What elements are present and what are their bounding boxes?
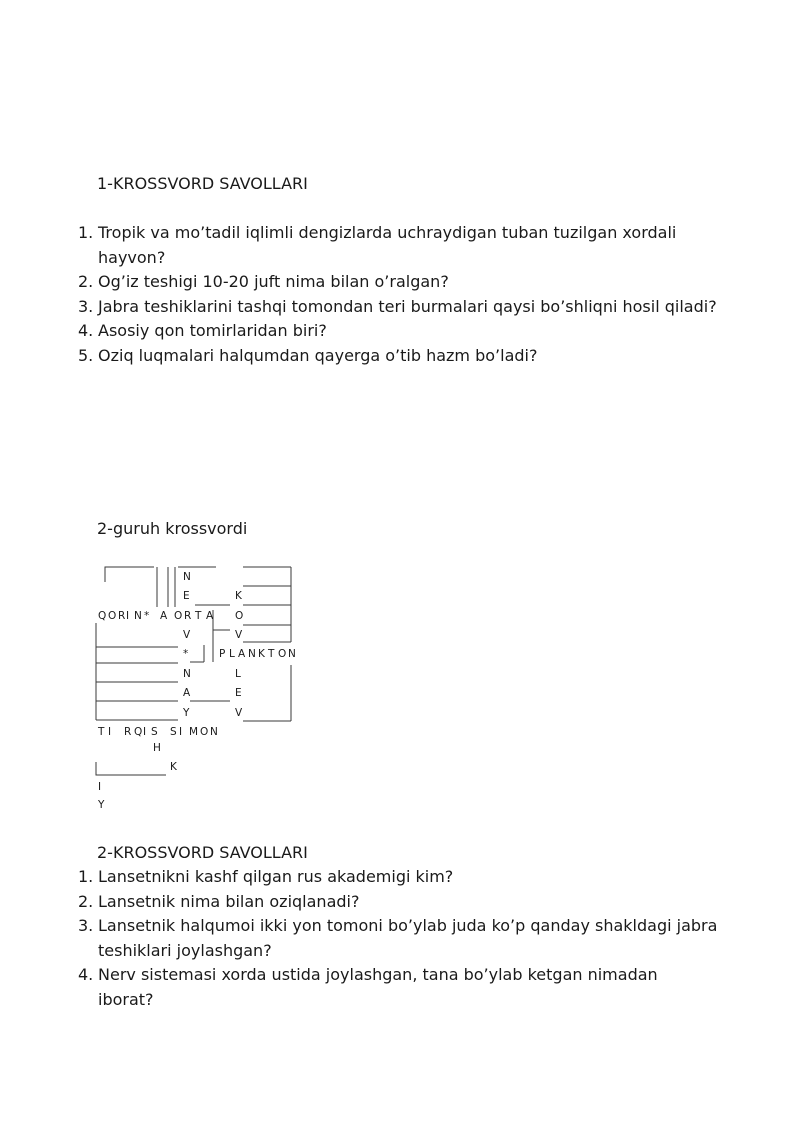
question-text: Lansetnikni kashf qilgan rus akademigi kim?	[98, 867, 454, 886]
crossword-letter: P	[219, 648, 226, 660]
question-number: 4.	[78, 321, 94, 340]
question-item	[78, 319, 718, 344]
crossword-letter: R	[124, 726, 132, 738]
section1-title: 1-KROSSVORD SAVOLLARI	[97, 174, 308, 193]
crossword-letter: O	[200, 726, 209, 738]
crossword-grid	[88, 560, 308, 820]
crossword-letter: N	[134, 610, 142, 622]
crossword-letter: K	[235, 590, 242, 602]
crossword-letter: N	[183, 571, 191, 583]
question-item	[78, 963, 718, 1012]
crossword-letter: T	[195, 610, 202, 622]
section3-question-list	[78, 865, 718, 1012]
crossword-letter: L	[235, 668, 241, 680]
crossword-lines	[96, 567, 291, 775]
question-number: 1.	[78, 223, 94, 242]
question-text: Asosiy qon tomirlaridan biri?	[98, 321, 327, 340]
crossword-letter: O	[235, 610, 244, 622]
crossword-letter: I	[143, 726, 147, 738]
question-text: Nerv sistemasi xorda ustida joylashgan, tana bo’ylab ketgan nimadan iborat?	[98, 965, 658, 1009]
crossword-letter: M	[189, 726, 199, 738]
crossword-letter: Y	[183, 707, 190, 719]
question-item	[78, 914, 718, 963]
crossword-letter: O	[174, 610, 183, 622]
question-text: Jabra teshiklarini tashqi tomondan teri burmalari qaysi bo’shliqni hosil qiladi?	[98, 296, 717, 316]
question-text: Lansetnik nima bilan oziqlanadi?	[98, 891, 360, 911]
crossword-letter: R	[184, 610, 192, 622]
crossword-letter: N	[183, 668, 191, 680]
crossword-letter: K	[170, 761, 177, 773]
question-item	[78, 865, 718, 890]
question-number: 1.	[78, 867, 94, 886]
crossword-letter: T	[98, 726, 105, 738]
crossword-letter: K	[258, 648, 265, 660]
section1-question-list	[78, 221, 718, 368]
crossword-letter: N	[248, 648, 256, 660]
crossword-letter: V	[235, 629, 243, 641]
crossword-letter: A	[206, 610, 214, 622]
crossword-letter: T	[268, 648, 275, 660]
crossword-letter: E	[183, 590, 190, 602]
section3-title: 2-KROSSVORD SAVOLLARI	[97, 843, 308, 862]
crossword-letter: *	[144, 610, 150, 622]
question-text: Oziq luqmalari halqumdan qayerga o’tib hazm bo’ladi?	[98, 345, 538, 365]
question-text: Og’iz teshigi 10-20 juft nima bilan o’ralgan?	[98, 272, 449, 291]
crossword-letter: *	[183, 648, 189, 660]
crossword-letter: Q	[98, 610, 107, 622]
crossword-letter: S	[170, 726, 177, 738]
question-item	[78, 270, 718, 295]
question-number: 2.	[78, 891, 94, 911]
crossword-letter: V	[183, 629, 191, 641]
question-number: 2.	[78, 272, 94, 291]
crossword-letter: O	[108, 610, 117, 622]
crossword-letter: V	[235, 707, 243, 719]
crossword-letter: N	[288, 648, 296, 660]
crossword-letter: A	[160, 610, 168, 622]
question-number: 5.	[78, 345, 94, 365]
question-item	[78, 344, 718, 369]
crossword-letter: N	[210, 726, 218, 738]
crossword-letter: H	[153, 742, 161, 754]
crossword-letter: L	[229, 648, 235, 660]
question-item	[78, 295, 718, 320]
crossword-letter: E	[235, 687, 242, 699]
crossword-letter: I	[98, 781, 102, 793]
crossword-letter: A	[238, 648, 246, 660]
crossword-letter: O	[278, 648, 287, 660]
question-number: 4.	[78, 965, 94, 984]
crossword-letter: S	[151, 726, 158, 738]
question-number: 3.	[78, 916, 94, 935]
section2-title: 2-guruh krossvordi	[97, 519, 248, 538]
crossword-letter: Q	[134, 726, 143, 738]
question-text: Tropik va mo’tadil iqlimli dengizlarda uchraydigan tuban tuzilgan xordali hayvon?	[98, 223, 677, 267]
crossword-letter: A	[183, 687, 191, 699]
question-item	[78, 221, 718, 270]
crossword-letter: I	[179, 726, 183, 738]
crossword-letter: I	[108, 726, 112, 738]
question-item	[78, 890, 718, 915]
crossword-letter: R	[118, 610, 126, 622]
question-text: Lansetnik halqumoi ikki yon tomoni bo’ylab juda ko’p qanday shakldagi jabra teshiklari joylashgan?	[98, 916, 718, 960]
crossword-letter: Y	[98, 799, 105, 811]
crossword-letter: I	[126, 610, 130, 622]
question-number: 3.	[78, 296, 94, 316]
